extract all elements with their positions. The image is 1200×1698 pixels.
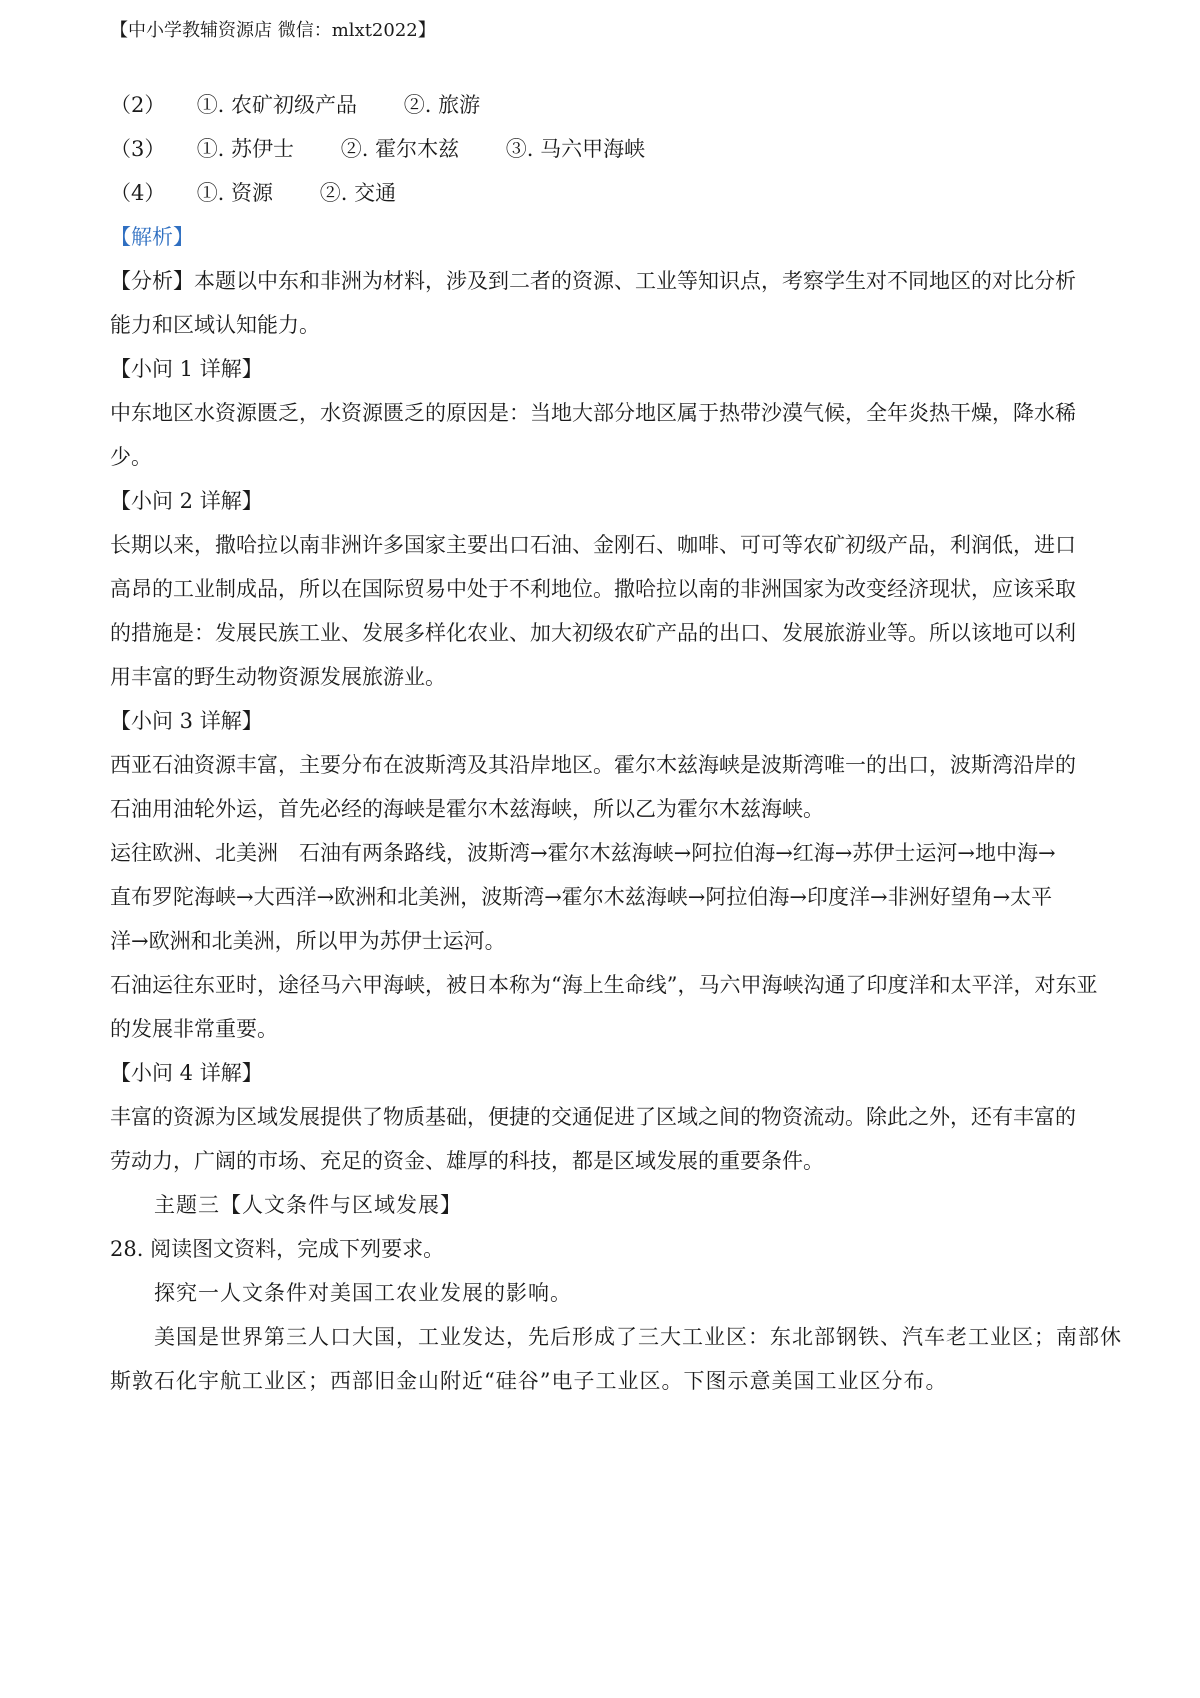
text-line: 中东地区水资源匮乏，水资源匮乏的原因是：当地大部分地区属于热带沙漠气候，全年炎热干燥，降水稀 bbox=[110, 401, 1076, 425]
answer-number: （2） bbox=[110, 93, 166, 117]
text-line: 丰富的资源为区域发展提供了物质基础，便捷的交通促进了区域之间的物资流动。除此之外，还有丰富的 bbox=[110, 1105, 1076, 1129]
answer-item: ①. 资源 bbox=[196, 181, 274, 205]
text-line: 洋→欧洲和北美洲，所以甲为苏伊士运河。 bbox=[110, 929, 506, 953]
material-paragraph: 美国是世界第三人口大国，工业发达，先后形成了三大工业区：东北部钢铁、汽车老工业区；南部休 bbox=[154, 1325, 1122, 1349]
text-line: 运往欧洲、北美洲 石油有两条路线，波斯湾→霍尔木兹海峡→阿拉伯海→红海→苏伊士运河→地中海→ bbox=[110, 841, 1056, 865]
section-heading: 【小问 3 详解】 bbox=[110, 709, 263, 733]
text-line: 石油运往东亚时，途径马六甲海峡，被日本称为“海上生命线”，马六甲海峡沟通了印度洋和太平洋，对东亚 bbox=[110, 973, 1098, 997]
section-heading: 【小问 4 详解】 bbox=[110, 1061, 263, 1085]
text-line: 少。 bbox=[110, 445, 152, 469]
text-line: 的发展非常重要。 bbox=[110, 1017, 278, 1041]
answer-item: ①. 苏伊士 bbox=[196, 137, 295, 161]
text-line: 西亚石油资源丰富，主要分布在波斯湾及其沿岸地区。霍尔木兹海峡是波斯湾唯一的出口，波斯湾沿岸的 bbox=[110, 753, 1076, 777]
text-line: 长期以来，撒哈拉以南非洲许多国家主要出口石油、金刚石、咖啡、可可等农矿初级产品，利润低，进口 bbox=[110, 533, 1076, 557]
material-paragraph: 探究一人文条件对美国工农业发展的影响。 bbox=[154, 1281, 572, 1305]
answer-number: （4） bbox=[110, 181, 166, 205]
text-line: 劳动力，广阔的市场、充足的资金、雄厚的科技，都是区域发展的重要条件。 bbox=[110, 1149, 824, 1173]
theme-heading: 主题三【人文条件与区域发展】 bbox=[154, 1193, 462, 1217]
answer-row-4 bbox=[110, 178, 1100, 208]
answer-row-2 bbox=[110, 90, 1100, 120]
section-heading: 【小问 2 详解】 bbox=[110, 489, 263, 513]
answer-item: ②. 交通 bbox=[319, 181, 397, 205]
material-paragraph: 斯敦石化宇航工业区；西部旧金山附近“硅谷”电子工业区。下图示意美国工业区分布。 bbox=[110, 1369, 948, 1393]
answer-item: ③. 马六甲海峡 bbox=[505, 137, 646, 161]
text-line: 直布罗陀海峡→大西洋→欧洲和北美洲，波斯湾→霍尔木兹海峡→阿拉伯海→印度洋→非洲好望角→太平 bbox=[110, 885, 1053, 909]
text-line: 的措施是：发展民族工业、发展多样化农业、加大初级农矿产品的出口、发展旅游业等。所以该地可以利 bbox=[110, 621, 1076, 645]
answer-item: ①. 农矿初级产品 bbox=[196, 93, 358, 117]
text-line: 用丰富的野生动物资源发展旅游业。 bbox=[110, 665, 446, 689]
section-heading: 【小问 1 详解】 bbox=[110, 357, 263, 381]
question-title: 28. 阅读图文资料，完成下列要求。 bbox=[110, 1237, 445, 1261]
answer-item: ②. 旅游 bbox=[403, 93, 481, 117]
text-line: 石油用油轮外运，首先必经的海峡是霍尔木兹海峡，所以乙为霍尔木兹海峡。 bbox=[110, 797, 824, 821]
answer-number: （3） bbox=[110, 137, 166, 161]
text-line: 高昂的工业制成品，所以在国际贸易中处于不利地位。撒哈拉以南的非洲国家为改变经济现状，应该采取 bbox=[110, 577, 1076, 601]
text-line: 能力和区域认知能力。 bbox=[110, 313, 320, 337]
page-header: 【中小学教辅资源店 微信：mlxt2022】 bbox=[110, 20, 436, 41]
answer-item: ②. 霍尔木兹 bbox=[340, 137, 460, 161]
text-line: 【分析】本题以中东和非洲为材料，涉及到二者的资源、工业等知识点，考察学生对不同地区的对比分析 bbox=[110, 269, 1076, 293]
answer-row-3 bbox=[110, 134, 1100, 164]
analysis-label: 【解析】 bbox=[110, 225, 194, 249]
